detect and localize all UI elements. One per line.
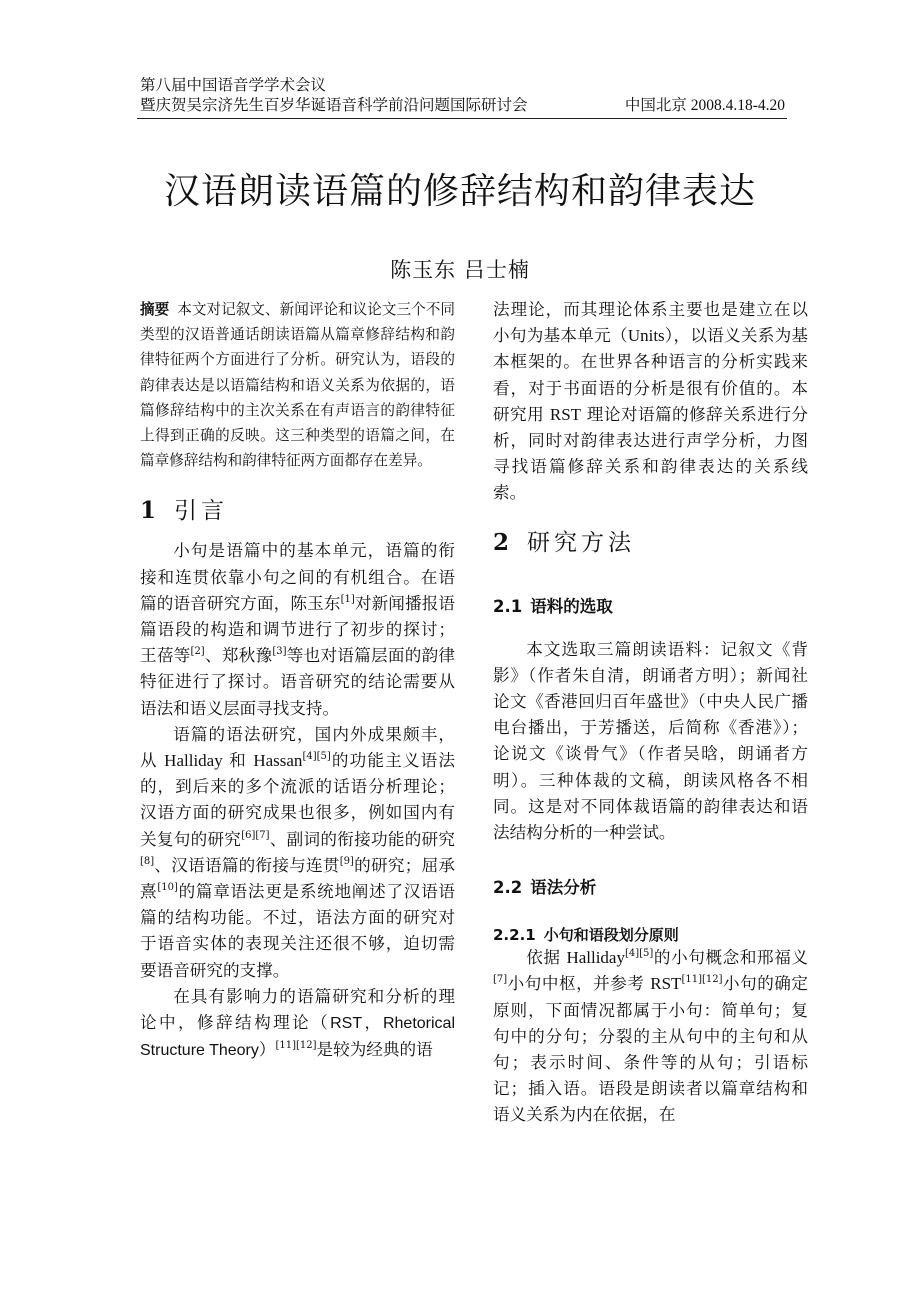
conference-location-date: 中国北京 2008.4.18-4.20 — [624, 97, 785, 114]
left-column — [140, 297, 455, 1064]
subsection-2-2-heading: 2.2 语法分析 — [493, 878, 597, 898]
abstract-label: 摘要 — [140, 301, 170, 318]
intro-paragraph-2: 语篇的语法研究，国内外成果颇丰，从 Halliday 和 Hassan[4][5]的功能主义语法的，到后来的多个流派的话语分析理论；汉语方面的研究成果也很多，例如国内有关复句的研究[6][7]、副词的衔接功能的研究[8]、汉语语篇的衔接与连贯[9]的研究；屈承熹[10]的篇章语法更是系统地阐述了汉语语篇的结构功能。不过，语法方面的研究对于语音实体的表现关注还很不够，迫切需要语音研究的支撑。 — [140, 724, 456, 980]
data-selection-paragraph: 本文选取三篇朗读语料：记叙文《背影》（作者朱自清，朗诵者方明）；新闻社论文《香港回归百年盛世》（中央人民广播电台播出，于芳播送，后简称《香港》）；论说文《谈骨气》（作者吴晗，朗诵者方明）。三种体裁的文稿，朗读风格各不相同。这是对不同体裁语篇的韵律表达和语法结构分析的一种尝试。 — [493, 639, 808, 843]
section-2-heading — [493, 529, 808, 557]
running-header — [140, 76, 785, 116]
abstract — [140, 297, 455, 473]
conference-subtitle: 暨庆贺吴宗济先生百岁华诞语音科学前沿问题国际研讨会 — [140, 97, 528, 114]
citation: [4][5] — [624, 948, 654, 960]
clause-principle-paragraph: 依据 Halliday[4][5]的小句概念和邢福义[7]小句中枢，并参考 RST[11][12]小句的确定原则，下面情况都属于小句：简单句；复句中的分句；分裂的主从句中的主句和从句；表示时间、条件等的从句；引语标记；插入语。语段是朗读者以篇章结构和语义关系为内在依据，在 — [493, 948, 809, 1125]
header-rule — [137, 118, 787, 119]
section-2-number: 2 — [493, 528, 510, 556]
conference-subtitle-row — [140, 96, 785, 116]
paper-authors: 陈玉东 吕士楠 — [390, 258, 530, 282]
abstract-text: 本文对记叙文、新闻评论和议论文三个不同类型的汉语普通话朗读语篇从篇章修辞结构和韵律特征两个方面进行了分析。研究认为，语段的韵律表达是以语篇结构和语义关系为依据的，语篇修辞结构中的主次关系在有声语言的韵律特征上得到正确的反映。这三种类型的语篇之间，在篇章修辞结构和韵律特征两方面都存在差异。 — [140, 301, 455, 470]
section-1-title: 引言 — [174, 498, 229, 525]
conference-name: 第八届中国语音学学术会议 — [140, 77, 327, 94]
citation: [4][5] — [302, 751, 331, 763]
citation: [7] — [493, 974, 508, 986]
section-1-number: 1 — [140, 497, 157, 525]
subsection-2-1-heading: 2.1 语料的选取 — [493, 596, 613, 616]
intro-paragraph-3-continued: 法理论，而其理论体系主要也是建立在以小句为基本单元（Units），以语义关系为基本框架的。在世界各种语言的分析实践来看，对于书面语的分析是很有价值的。本研究用 RST 理论对语篇的修辞关系进行分析，同时对韵律表达进行声学分析，力图寻找语篇修辞关系和韵律表达的关系线索。 — [493, 300, 809, 503]
citation: [11][12] — [681, 974, 723, 986]
citation: [11][12] — [275, 1040, 317, 1052]
citation: [1] — [340, 593, 355, 605]
citation: [6][7] — [241, 829, 270, 841]
right-column — [493, 297, 808, 1129]
citation: [9] — [339, 855, 354, 867]
section-2-title: 研究方法 — [527, 529, 636, 556]
subsection-2-2-1-heading: 2.2.1 小句和语段划分原则 — [493, 926, 679, 945]
section-1-heading — [140, 497, 455, 525]
citation: [10] — [157, 882, 178, 894]
citation: [3] — [272, 646, 287, 658]
intro-paragraph-3: 在具有影响力的语篇研究和分析的理论中，修辞结构理论（RST，Rhetorical Structure Theory）[11][12]是较为经典的语 — [140, 986, 455, 1060]
intro-paragraph-1: 小句是语篇中的基本单元，语篇的衔接和连贯依靠小句之间的有机组合。在语篇的语音研究方面，陈玉东[1]对新闻播报语篇语段的构造和调节进行了初步的探讨；王蓓等[2]、郑秋豫[3]等也对语篇层面的韵律特征进行了探讨。语音研究的结论需要从语法和语义层面寻找支持。 — [140, 541, 456, 718]
citation: [2] — [190, 646, 205, 658]
paper-title: 汉语朗读语篇的修辞结构和韵律表达 — [163, 171, 756, 212]
citation: [8] — [140, 855, 155, 867]
